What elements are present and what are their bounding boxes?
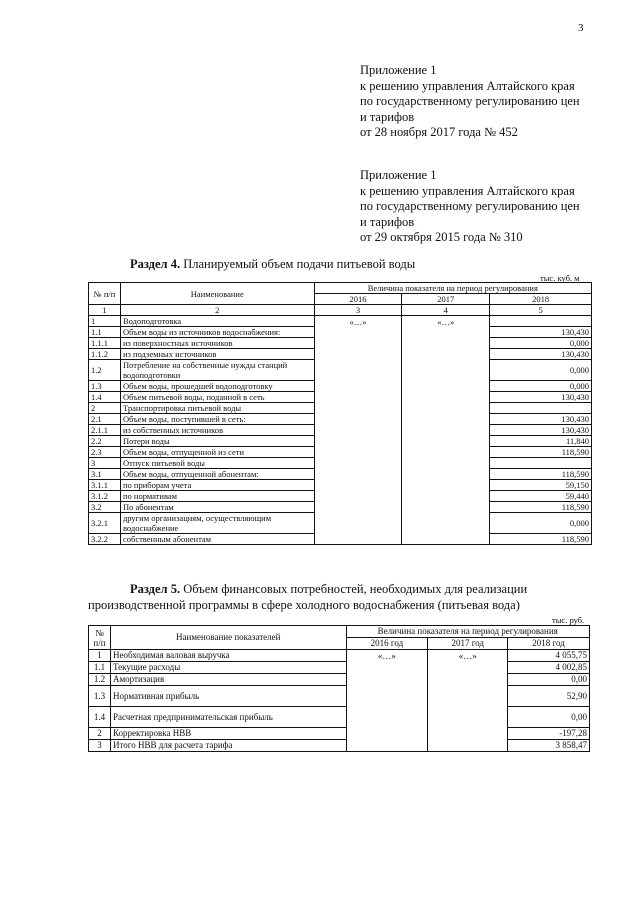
header-name: Наименование xyxy=(120,283,314,305)
row-name: Потребление на собственные нужды станций водоподготовки xyxy=(120,360,314,381)
value-2018 xyxy=(490,403,592,414)
value-2018: 4 055,75 xyxy=(508,650,590,662)
row-number: 3.1.1 xyxy=(89,480,121,491)
row-number: 1.1.2 xyxy=(89,349,121,360)
row-number: 1.3 xyxy=(89,381,121,392)
row-number: 2 xyxy=(89,728,111,740)
row-name: Объем воды, отпущенной абонентам: xyxy=(120,469,314,480)
section5-title-text: Объем финансовых потребностей, необходимых для реализации производственной программы в сфере холодного водоснабжения (питьевая вода) xyxy=(88,582,528,612)
row-number: 1 xyxy=(89,316,121,327)
section5-table xyxy=(88,625,590,752)
row-name: по нормативам xyxy=(120,491,314,502)
appendix-header-previous xyxy=(360,168,580,246)
appendix-line: к решению управления Алтайского края xyxy=(360,183,575,198)
row-name: из поверхностных источников xyxy=(120,338,314,349)
row-name: Водоподготовка xyxy=(120,316,314,327)
row-name: Расчетная предпринимательская прибыль xyxy=(110,707,346,728)
appendix-line: и тарифов xyxy=(360,214,415,229)
row-number: 3.1.2 xyxy=(89,491,121,502)
value-2018: 4 002,85 xyxy=(508,662,590,674)
section4-table xyxy=(88,282,592,545)
row-name: по приборам учета xyxy=(120,480,314,491)
value-2018: 3 858,47 xyxy=(508,740,590,752)
appendix-line: по государственному регулированию цен xyxy=(360,94,580,108)
row-name: Необходимая валовая выручка xyxy=(110,650,346,662)
value-2018: 130,430 xyxy=(490,327,592,338)
header-year-2018: 2018 xyxy=(490,294,592,305)
row-name: Объем воды, прошедшей водоподготовку xyxy=(120,381,314,392)
table-row xyxy=(89,707,590,728)
value-2018: 118,590 xyxy=(490,469,592,480)
row-name: Объем воды, поступившей в сеть: xyxy=(120,414,314,425)
header-year-2017: 2017 xyxy=(402,294,490,305)
row-name: Транспортировка питьевой воды xyxy=(120,403,314,414)
appendix-line: от 28 ноября 2017 года № 452 xyxy=(360,125,518,139)
value-2017-cell: «…» xyxy=(402,316,490,545)
column-index: 1 xyxy=(89,305,121,316)
appendix-line: по государственному регулированию цен xyxy=(360,199,580,213)
value-2018: 130,430 xyxy=(490,425,592,436)
row-name: Объем питьевой воды, поданной в сеть xyxy=(120,392,314,403)
value-2018: 0,000 xyxy=(490,338,592,349)
row-number: 2 xyxy=(89,403,121,414)
row-name: По абонентам xyxy=(120,502,314,513)
row-number: 1.4 xyxy=(89,707,111,728)
row-number: 3.2.2 xyxy=(89,534,121,545)
row-name: Отпуск питьевой воды xyxy=(120,458,314,469)
table-row xyxy=(89,662,590,674)
row-name: Объем воды из источников водоснабжения: xyxy=(120,327,314,338)
row-name: Корректировка НВВ xyxy=(110,728,346,740)
row-name: собственным абонентам xyxy=(120,534,314,545)
row-number: 1.1.1 xyxy=(89,338,121,349)
appendix-line: Приложение 1 xyxy=(360,63,437,77)
table-row xyxy=(89,316,592,327)
row-number: 2.3 xyxy=(89,447,121,458)
appendix-header-current xyxy=(360,63,580,141)
section4-title-text: Планируемый объем подачи питьевой воды xyxy=(180,257,416,271)
row-name: Потери воды xyxy=(120,436,314,447)
row-number: 1.1 xyxy=(89,662,111,674)
row-name: Объем воды, отпущенной из сети xyxy=(120,447,314,458)
row-number: 2.1 xyxy=(89,414,121,425)
value-2018: 59,150 xyxy=(490,480,592,491)
value-2018: -197,28 xyxy=(508,728,590,740)
header-year-2017: 2017 год xyxy=(428,638,508,650)
row-name: Амортизация xyxy=(110,674,346,686)
column-index: 4 xyxy=(402,305,490,316)
row-number: 3 xyxy=(89,458,121,469)
section4-title-bold: Раздел 4. xyxy=(130,257,181,271)
row-name: из собственных источников xyxy=(120,425,314,436)
value-2018: 0,00 xyxy=(508,707,590,728)
row-number: 1.2 xyxy=(89,360,121,381)
row-number: 3.2 xyxy=(89,502,121,513)
value-2016-cell: «…» xyxy=(346,650,428,752)
value-2018: 0,00 xyxy=(508,674,590,686)
appendix-line: и тарифов xyxy=(360,109,415,124)
header-name: Наименование показателей xyxy=(110,626,346,650)
section4-unit: тыс. куб. м xyxy=(540,273,580,283)
header-year-2018: 2018 год xyxy=(508,638,590,650)
value-2018: 118,590 xyxy=(490,502,592,513)
row-number: 2.2 xyxy=(89,436,121,447)
header-year-2016: 2016 год xyxy=(346,638,428,650)
row-number: 1.2 xyxy=(89,674,111,686)
value-2018: 130,430 xyxy=(490,392,592,403)
value-2018: 11,840 xyxy=(490,436,592,447)
header-year-2016: 2016 xyxy=(314,294,402,305)
table-row xyxy=(89,674,590,686)
appendix-line: к решению управления Алтайского края xyxy=(360,78,575,93)
header-num: № п/п xyxy=(89,626,111,650)
row-number: 3.1 xyxy=(89,469,121,480)
row-number: 3.2.1 xyxy=(89,513,121,534)
header-period: Величина показателя на период регулирования xyxy=(314,283,591,294)
value-2018: 130,430 xyxy=(490,349,592,360)
row-name: Текущие расходы xyxy=(110,662,346,674)
column-index: 2 xyxy=(120,305,314,316)
value-2018: 59,440 xyxy=(490,491,592,502)
table-row xyxy=(89,686,590,707)
row-number: 2.1.1 xyxy=(89,425,121,436)
row-number: 1.3 xyxy=(89,686,111,707)
section4-title xyxy=(130,257,415,272)
header-period: Величина показателя на период регулирования xyxy=(346,626,590,638)
row-name: из подземных источников xyxy=(120,349,314,360)
row-name: Итого НВВ для расчета тарифа xyxy=(110,740,346,752)
table-row xyxy=(89,728,590,740)
table-row xyxy=(89,650,590,662)
row-number: 1.4 xyxy=(89,392,121,403)
row-number: 3 xyxy=(89,740,111,752)
header-num: № п/п xyxy=(89,283,121,305)
row-number: 1 xyxy=(89,650,111,662)
value-2018: 118,590 xyxy=(490,534,592,545)
value-2018: 118,590 xyxy=(490,447,592,458)
value-2017-cell: «…» xyxy=(428,650,508,752)
appendix-line: от 29 октября 2015 года № 310 xyxy=(360,230,523,244)
column-index: 5 xyxy=(490,305,592,316)
value-2018: 0,000 xyxy=(490,360,592,381)
section5-title-bold: Раздел 5. xyxy=(130,582,181,596)
value-2016-cell: «…» xyxy=(314,316,402,545)
value-2018: 130,430 xyxy=(490,414,592,425)
column-index: 3 xyxy=(314,305,402,316)
section5-unit: тыс. руб. xyxy=(552,615,585,625)
value-2018 xyxy=(490,458,592,469)
page-number: 3 xyxy=(578,22,584,34)
section5-title xyxy=(88,581,608,613)
row-number: 1.1 xyxy=(89,327,121,338)
appendix-line: Приложение 1 xyxy=(360,168,437,182)
table-row xyxy=(89,740,590,752)
row-name: Нормативная прибыль xyxy=(110,686,346,707)
value-2018: 0,000 xyxy=(490,513,592,534)
value-2018: 52,90 xyxy=(508,686,590,707)
value-2018: 0,000 xyxy=(490,381,592,392)
value-2018 xyxy=(490,316,592,327)
row-name: другим организациям, осуществляющим водоснабжение xyxy=(120,513,314,534)
